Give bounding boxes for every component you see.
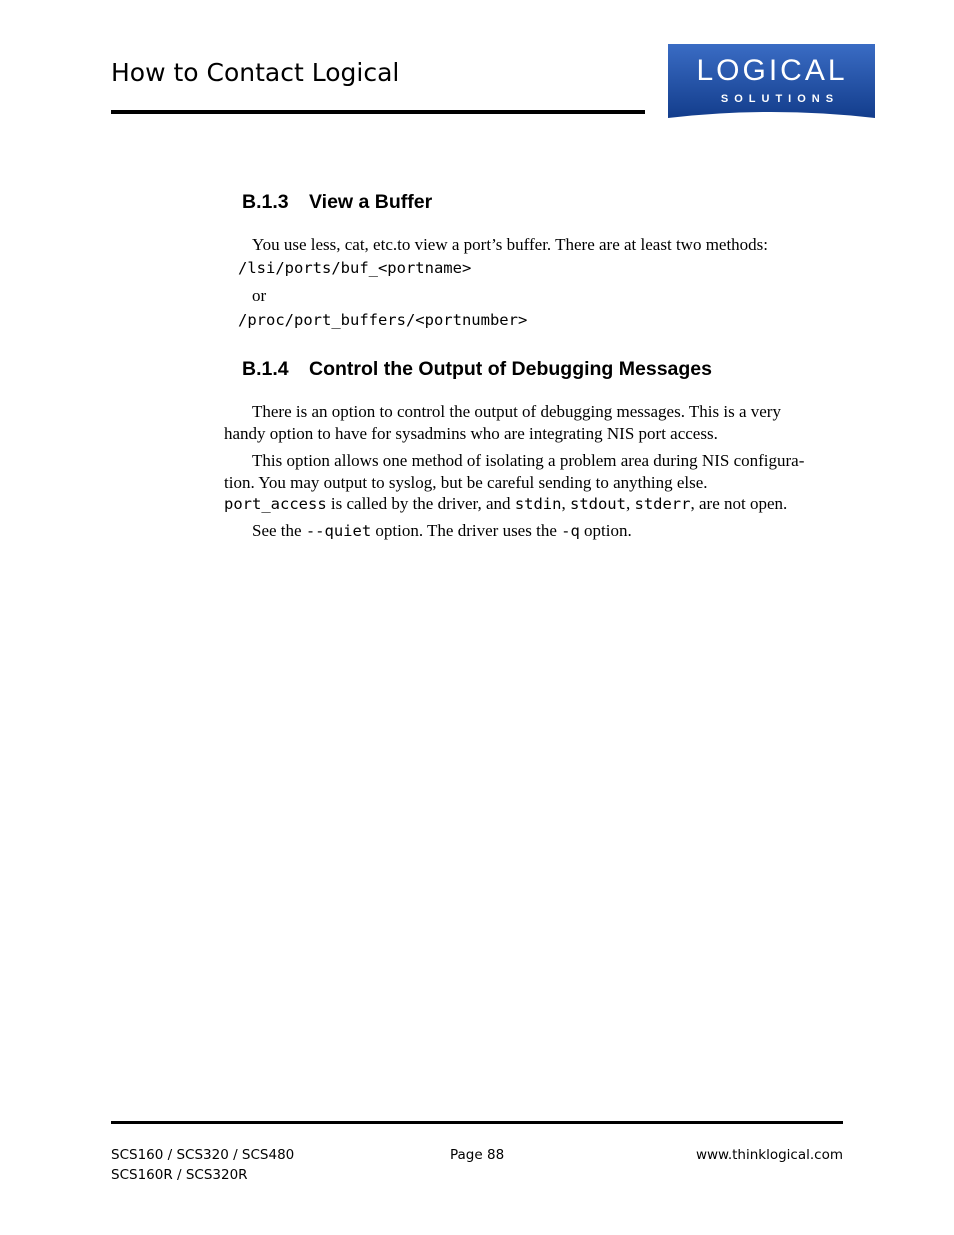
code-port-access: port_access: [224, 495, 327, 513]
paragraph-view-buffer-intro: You use less, cat, etc.to view a port’s buffer. There are at least two methods:: [252, 235, 769, 254]
paragraph-isolation-line-1: This option allows one method of isolating a problem area during NIS configura-: [252, 451, 805, 470]
footer-website: www.thinklogical.com: [695, 1147, 843, 1163]
logo-text-logical: LOGICAL: [696, 54, 848, 87]
code-stdin: stdin: [514, 495, 562, 513]
text-option: option.: [579, 521, 632, 540]
logical-solutions-logo: [668, 44, 875, 118]
text-not-open: , are not open.: [690, 494, 788, 513]
text-called-by-driver: is called by the driver, and: [326, 494, 515, 513]
code-stdout: stdout: [569, 495, 626, 513]
paragraph-debug-line-1: There is an option to control the output of debugging messages. This is a very: [252, 402, 781, 421]
code-q: -q: [561, 522, 580, 540]
text-comma: ,: [625, 494, 635, 513]
code-path-port-buffers: /proc/port_buffers/<portnumber>: [238, 311, 528, 329]
text-see-the: See the: [252, 521, 306, 540]
logo-text-solutions: SOLUTIONS: [720, 93, 840, 105]
code-quiet: --quiet: [305, 522, 372, 540]
text-comma: ,: [561, 494, 570, 513]
paragraph-quiet-option: [252, 520, 632, 542]
section-heading-b13: [242, 191, 432, 214]
section-title: View a Buffer: [309, 191, 433, 213]
header-divider: [111, 110, 645, 114]
code-path-buf-portname: /lsi/ports/buf_<portname>: [238, 259, 472, 277]
footer-models-line-2: SCS160R / SCS320R: [111, 1167, 248, 1183]
page-header-title: How to Contact Logical: [111, 58, 400, 87]
footer-page-number: Page 88: [450, 1147, 505, 1163]
text-driver-uses: option. The driver uses the: [371, 521, 562, 540]
section-number: B.1.3: [242, 191, 289, 213]
text-or: or: [252, 286, 267, 305]
footer-models-line-1: SCS160 / SCS320 / SCS480: [111, 1147, 295, 1163]
section-title: Control the Output of Debugging Messages: [309, 358, 712, 380]
footer-divider: [111, 1121, 843, 1124]
paragraph-isolation-line-3: [224, 493, 787, 515]
paragraph-isolation-line-2: tion. You may output to syslog, but be careful sending to anything else.: [224, 473, 708, 492]
section-number: B.1.4: [242, 358, 289, 380]
code-stderr: stderr: [634, 495, 691, 513]
paragraph-debug-line-2: handy option to have for sysadmins who are integrating NIS port access.: [224, 424, 718, 443]
section-heading-b14: [242, 358, 712, 381]
